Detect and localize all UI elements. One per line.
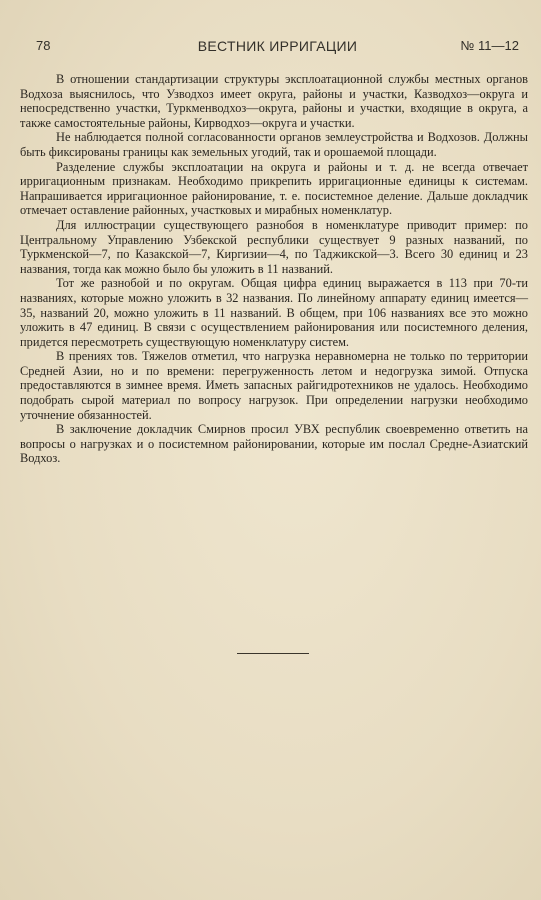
paragraph-standardization: В отношении стандартизации структуры эксплоатационной службы местных органов Водхоза выяснилось, что Узводхоз имеет округа, районы и участки, Казводхоз—округа и непосредственно участки, Туркменводхоз—округа, районы и участки, входящие в округа, а также самостоятельные районы, Кирводхоз—округа и участки. bbox=[20, 72, 528, 130]
paragraph-land-management: Не наблюдается полной согласованности органов землеустройства и Водхозов. Должны быть фиксированы границы как земельных угодий, так и орошаемой площади. bbox=[20, 130, 528, 159]
issue-number: № 11—12 bbox=[460, 38, 519, 53]
page-number: 78 bbox=[36, 38, 51, 53]
journal-title: ВЕСТНИК ИРРИГАЦИИ bbox=[197, 38, 358, 54]
paragraph-conclusion: В заключение докладчик Смирнов просил УВХ республик своевременно ответить на вопросы о нагрузках и о посистемном районировании, которые им послал Средне-Азиатский Водхоз. bbox=[20, 422, 528, 466]
page-header bbox=[36, 38, 519, 58]
paragraph-zoning: Разделение службы эксплоатации на округа и районы и т. д. не всегда отвечает ирригационным признакам. Необходимо прикрепить ирригационные единицы к системам. Напрашивается ирригационное районирование, т. е. посистемное деление. Дальше докладчик отмечает оставление районных, участковых и мирабных номенклатур. bbox=[20, 159, 528, 218]
paragraph-debates: В прениях тов. Тяжелов отметил, что нагрузка неравномерна не только по территории Средней Азии, но и по времени: перегруженность летом и недогрузка зимой. Отпуска предоставляются в зимнее время. Иметь запасных райгидротехников не удалось. Необходимо подобрать сырой материал по вопросу нагрузок. При определении нагрузки необходимо уточнение обязанностей. bbox=[20, 349, 528, 422]
article-body bbox=[20, 72, 528, 466]
section-divider bbox=[237, 653, 309, 654]
paragraph-nomenclature-example: Для иллюстрации существующего разнобоя в номенклатуре приводит пример: по Центральному Управлению Узбекской республики существует 9 разных названий, по Туркменской—7, по Казакской—7, Киргизии—4, по Таджикской—3. Всего 30 единиц и 23 названия, тогда как можно было бы уложить в 11 названий. bbox=[20, 217, 528, 276]
paragraph-districts: Тот же разнобой и по округам. Общая цифра единиц выражается в 113 при 70-ти названиях, которые можно уложить в 32 названия. По линейному аппарату единиц имеется—35, названий 20, можно уложить в 11 названий. В общем, при 106 названиях все это можно уложить в 47 единиц. В связи с осуществлением районирования или посистемного деления, придется пересмотреть существующую номенклатуру систем. bbox=[20, 276, 528, 349]
